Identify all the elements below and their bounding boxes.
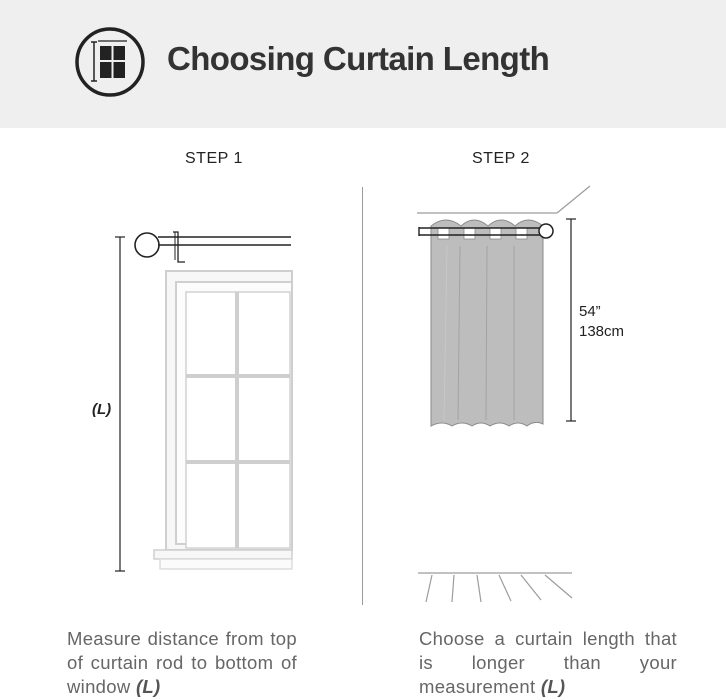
measure-label-l: (L): [92, 401, 112, 418]
step-1-caption-text: Measure distance from top of curtain rod to bottom of window: [67, 628, 297, 697]
length-cm-label: 138cm: [579, 323, 625, 340]
curtain-panel: [431, 220, 543, 426]
step-1-caption: [67, 627, 297, 699]
curtain-rod: [135, 232, 291, 262]
step-2-caption-text: Choose a curtain length that is longer than your measurement: [419, 628, 677, 697]
step-2-label: STEP 2: [472, 150, 530, 167]
floor-lines: [418, 573, 572, 602]
length-inches-label: 54”: [579, 303, 601, 320]
page-title: Choosing Curtain Length: [167, 40, 550, 77]
step-2-caption: [419, 627, 677, 699]
measure-line-l: [115, 237, 125, 571]
step-2-caption-emphasis: (L): [540, 676, 566, 697]
curtain-length-measure: [566, 219, 576, 421]
window-frame: [154, 271, 292, 569]
step-1-label: STEP 1: [185, 150, 243, 167]
room-ceiling-lines: [417, 186, 590, 213]
step-1-caption-emphasis: (L): [135, 676, 161, 697]
